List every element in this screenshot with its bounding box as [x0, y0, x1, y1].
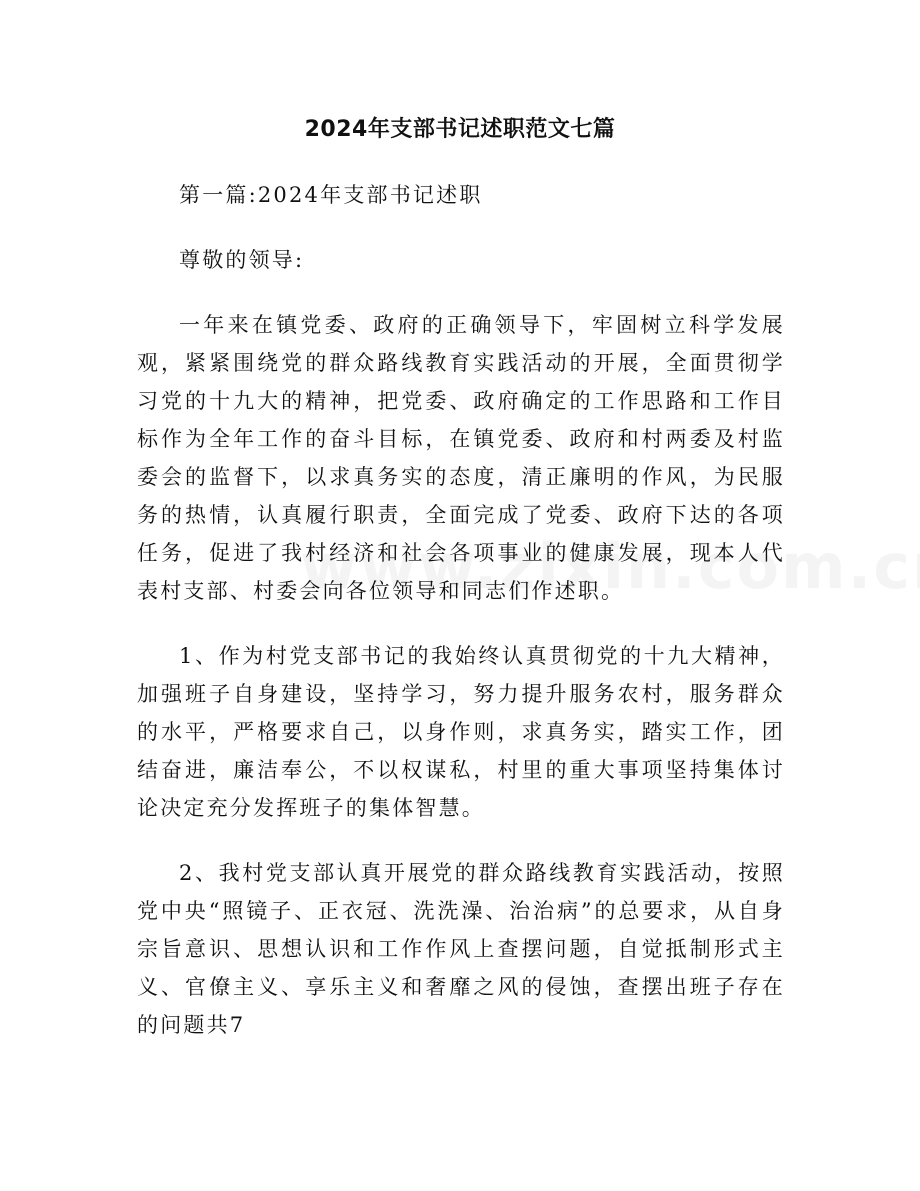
document-title: 2024年支部书记述职范文七篇: [304, 117, 616, 142]
paragraph-1: 1、作为村党支部书记的我始终认真贯彻党的十九大精神，加强班子自身建设，坚持学习，努力提升服务农村，服务群众的水平，严格要求自己，以身作则，求真务实，踏实工作，团结奋进，廉洁奉公，不以权谋私，村里的重大事项坚持集体讨论决定充分发挥班子的集体智慧。: [137, 644, 785, 820]
paragraph-2: 2、我村党支部认真开展党的群众路线教育实践活动，按照党中央“照镜子、正衣冠、洗洗澡、治治病”的总要求，从自身宗旨意识、思想认识和工作作风上查摆问题，自觉抵制形式主义、官僚主义、享乐主义和奢靡之风的侵蚀，查摆出班子存在的问题共7: [137, 861, 785, 1037]
salutation: 尊敬的领导:: [179, 248, 305, 272]
section-heading: 第一篇:2024年支部书记述职: [179, 183, 483, 207]
paragraph-intro: 一年来在镇党委、政府的正确领导下，牢固树立科学发展观，紧紧围绕党的群众路线教育实践活动的开展，全面贯彻学习党的十九大的精神，把党委、政府确定的工作思路和工作目标作为全年工作的奋斗目标，在镇党委、政府和村两委及村监委会的监督下，以求真务实的态度，清正廉明的作风，为民服务的热情，认真履行职责，全面完成了党委、政府下达的各项任务，促进了我村经济和社会各项事业的健康发展，现本人代表村支部、村委会向各位领导和同志们作述职。: [137, 313, 785, 603]
document-body: [137, 176, 785, 1071]
